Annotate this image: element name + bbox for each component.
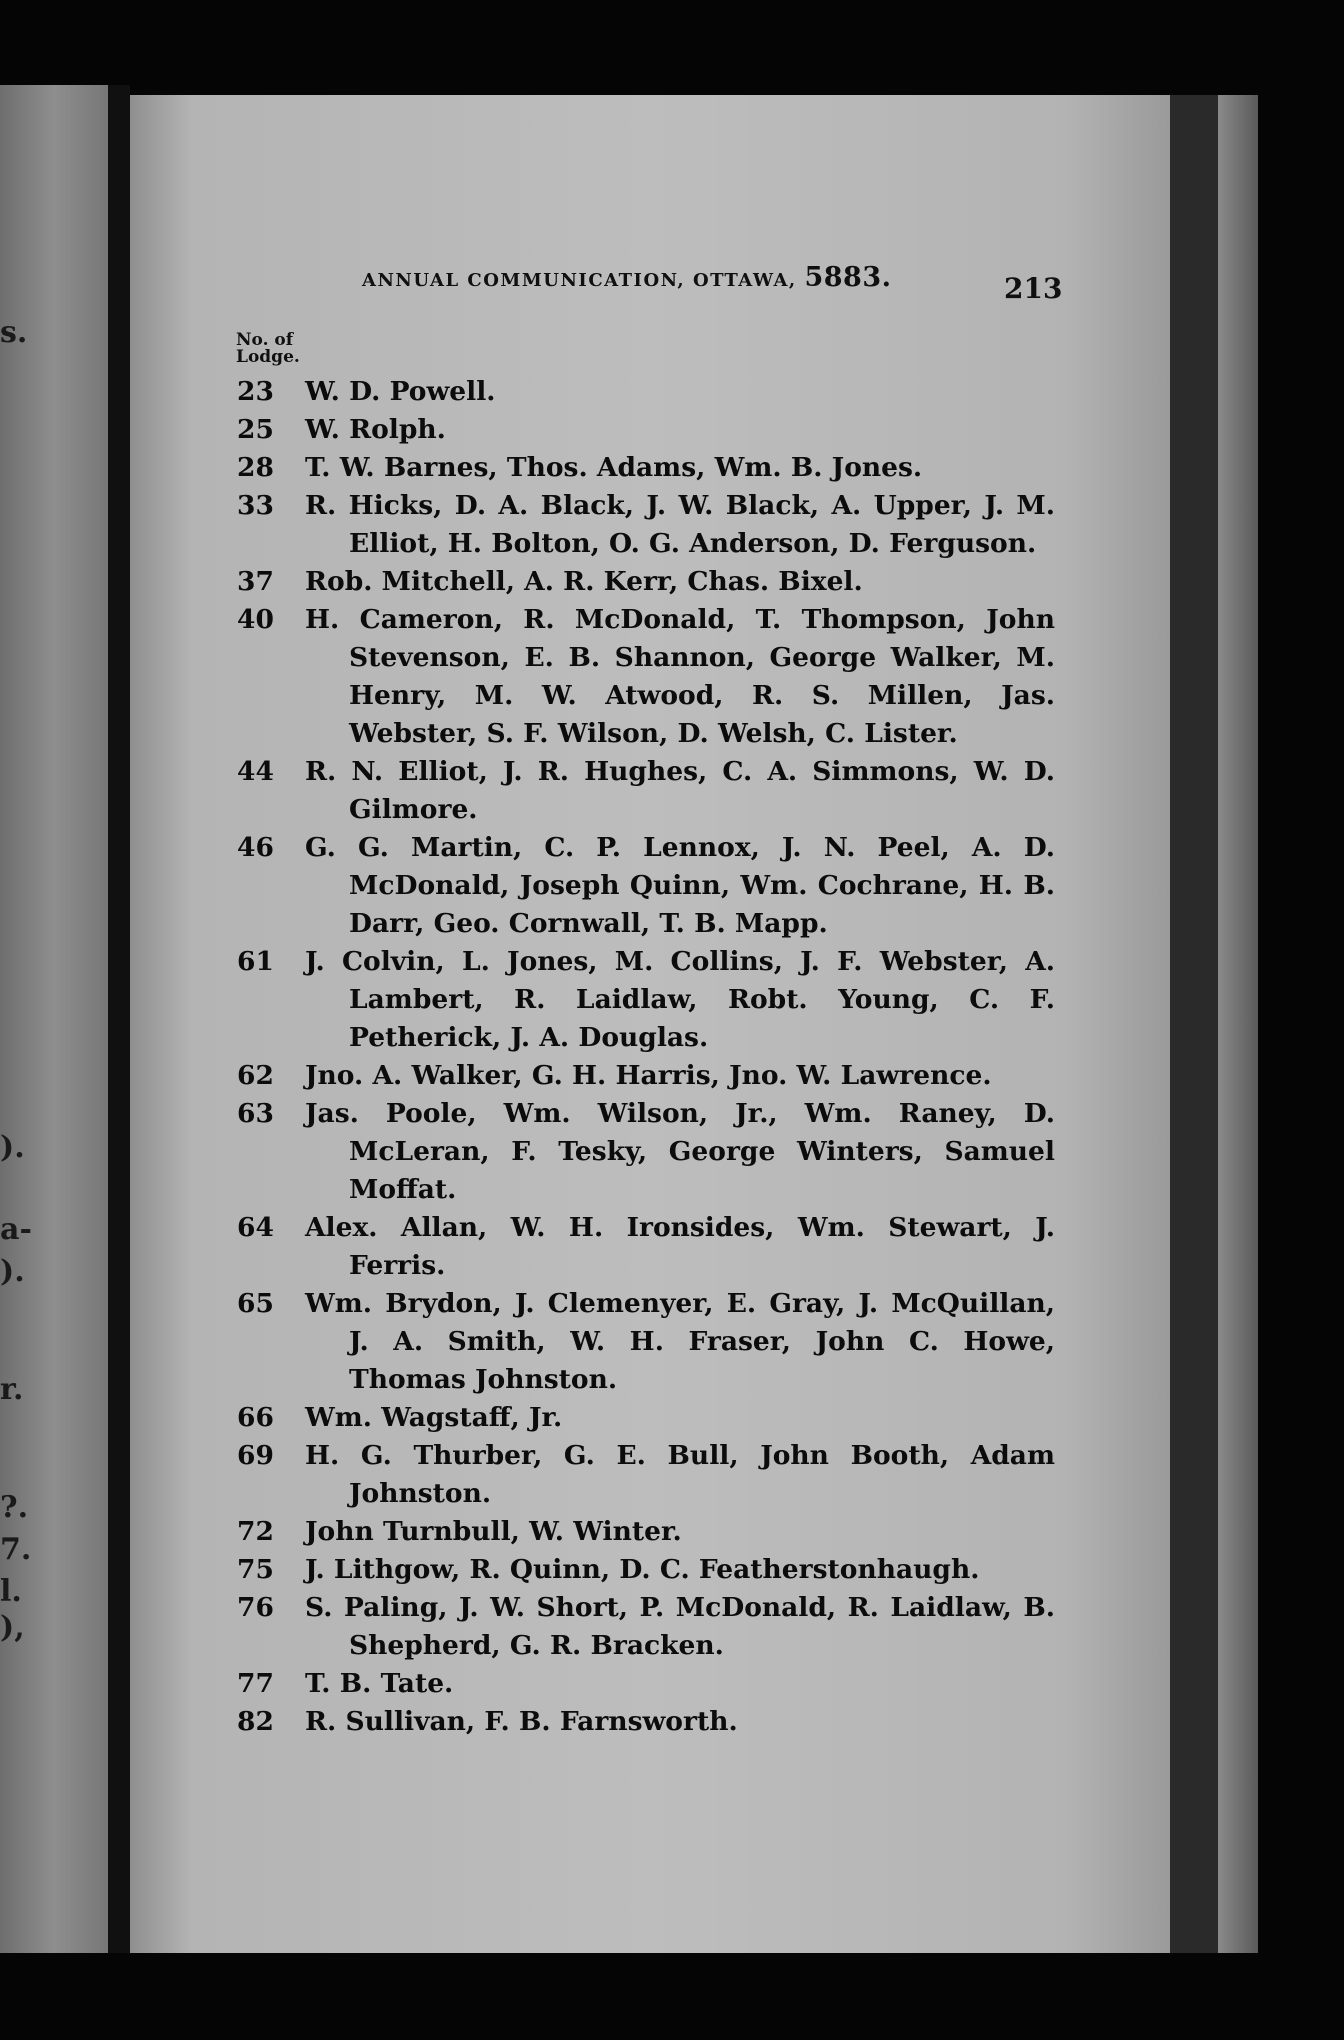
lodge-number: 82 (237, 1706, 274, 1737)
left-page-fragment: l. (0, 1574, 22, 1609)
left-page-fragment: a- (0, 1212, 32, 1247)
lodge-entry (225, 1437, 1055, 1513)
lodge-entry (225, 1095, 1055, 1209)
lodge-number: 46 (237, 832, 274, 863)
left-page-fragment: r. (0, 1372, 24, 1407)
column-label-line: No. of (236, 330, 294, 350)
lodge-names: R. N. Elliot, J. R. Hughes, C. A. Simmons, W. D. Gilmore. (305, 756, 1055, 825)
lodge-number: 44 (237, 756, 274, 787)
lodge-entry (225, 563, 1055, 601)
running-header (362, 262, 1062, 293)
lodge-list (225, 373, 1055, 1741)
left-page-strip (0, 85, 108, 1953)
lodge-entry (225, 1209, 1055, 1285)
lodge-entry (225, 829, 1055, 943)
lodge-names: Alex. Allan, W. H. Ironsides, Wm. Stewart, J. Ferris. (305, 1212, 1055, 1281)
lodge-number: 40 (237, 604, 274, 635)
lodge-number: 33 (237, 490, 274, 521)
page-edge-shadow (1170, 95, 1218, 1953)
lodge-entry (225, 601, 1055, 753)
lodge-names: Jno. A. Walker, G. H. Harris, Jno. W. Lawrence. (305, 1060, 992, 1091)
lodge-entry (225, 1703, 1055, 1741)
lodge-names: Jas. Poole, Wm. Wilson, Jr., Wm. Raney, D. McLeran, F. Tesky, George Winters, Samuel Moffat. (305, 1098, 1055, 1205)
lodge-names: W. Rolph. (305, 414, 446, 445)
lodge-names: Rob. Mitchell, A. R. Kerr, Chas. Bixel. (305, 566, 863, 597)
left-page-fragment: ). (0, 1130, 25, 1165)
lodge-number: 65 (237, 1288, 274, 1319)
lodge-number: 61 (237, 946, 274, 977)
lodge-entry (225, 373, 1055, 411)
column-label (236, 332, 300, 366)
page-number: 213 (1004, 272, 1063, 305)
lodge-names: Wm. Brydon, J. Clemenyer, E. Gray, J. McQuillan, J. A. Smith, W. H. Fraser, John C. Howe, Thomas Johnston. (305, 1288, 1055, 1395)
lodge-entry (225, 1057, 1055, 1095)
lodge-number: 72 (237, 1516, 274, 1547)
lodge-names: H. G. Thurber, G. E. Bull, John Booth, Adam Johnston. (305, 1440, 1055, 1509)
page-edge-stack (1218, 95, 1258, 1953)
lodge-entry (225, 1589, 1055, 1665)
column-label-line: Lodge. (236, 347, 300, 367)
lodge-number: 66 (237, 1402, 274, 1433)
lodge-names: Wm. Wagstaff, Jr. (305, 1402, 563, 1433)
lodge-entry (225, 753, 1055, 829)
lodge-entry (225, 943, 1055, 1057)
lodge-number: 62 (237, 1060, 274, 1091)
book-gutter (108, 85, 130, 1953)
header-title: ANNUAL COMMUNICATION, OTTAWA, (362, 270, 797, 291)
lodge-names: T. B. Tate. (305, 1668, 454, 1699)
lodge-names: H. Cameron, R. McDonald, T. Thompson, John Stevenson, E. B. Shannon, George Walker, M. Henry, M. W. Atwood, R. S. Millen, Jas. Webster, S. F. Wilson, D. Welsh, C. Lister. (305, 604, 1055, 749)
lodge-number: 28 (237, 452, 274, 483)
lodge-number: 63 (237, 1098, 274, 1129)
left-page-fragment: ?. (0, 1490, 29, 1525)
lodge-number: 69 (237, 1440, 274, 1471)
lodge-number: 23 (237, 376, 274, 407)
left-page-fragment: ). (0, 1254, 25, 1289)
lodge-names: S. Paling, J. W. Short, P. McDonald, R. Laidlaw, B. Shepherd, G. R. Bracken. (305, 1592, 1055, 1661)
lodge-entry (225, 1551, 1055, 1589)
lodge-names: T. W. Barnes, Thos. Adams, Wm. B. Jones. (305, 452, 923, 483)
lodge-names: J. Lithgow, R. Quinn, D. C. Featherstonhaugh. (305, 1554, 980, 1585)
left-page-fragment: 7. (0, 1532, 32, 1567)
lodge-names: R. Hicks, D. A. Black, J. W. Black, A. Upper, J. M. Elliot, H. Bolton, O. G. Anderson, D. Ferguson. (305, 490, 1055, 559)
lodge-entry (225, 1399, 1055, 1437)
left-page-fragment: ), (0, 1610, 25, 1645)
lodge-number: 77 (237, 1668, 274, 1699)
left-page-fragment: s. (0, 315, 28, 350)
lodge-names: G. G. Martin, C. P. Lennox, J. N. Peel, A. D. McDonald, Joseph Quinn, Wm. Cochrane, H. B. Darr, Geo. Cornwall, T. B. Mapp. (305, 832, 1055, 939)
lodge-names: John Turnbull, W. Winter. (305, 1516, 682, 1547)
lodge-entry (225, 411, 1055, 449)
header-year: 5883. (804, 262, 892, 293)
lodge-names: W. D. Powell. (305, 376, 496, 407)
lodge-number: 37 (237, 566, 274, 597)
lodge-number: 75 (237, 1554, 274, 1585)
lodge-number: 76 (237, 1592, 274, 1623)
lodge-names: R. Sullivan, F. B. Farnsworth. (305, 1706, 738, 1737)
lodge-entry (225, 1285, 1055, 1399)
lodge-number: 64 (237, 1212, 274, 1243)
lodge-entry (225, 1513, 1055, 1551)
lodge-entry (225, 449, 1055, 487)
lodge-entry (225, 487, 1055, 563)
lodge-number: 25 (237, 414, 274, 445)
lodge-entry (225, 1665, 1055, 1703)
lodge-names: J. Colvin, L. Jones, M. Collins, J. F. Webster, A. Lambert, R. Laidlaw, Robt. Young, C. F. Petherick, J. A. Douglas. (305, 946, 1055, 1053)
